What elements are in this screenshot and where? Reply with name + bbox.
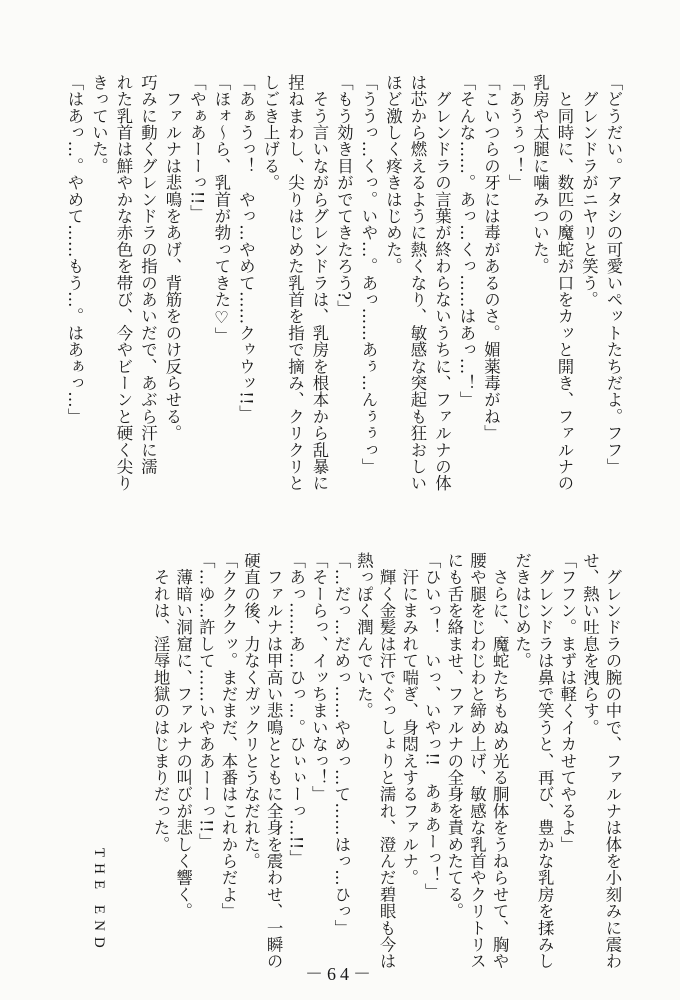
text-column: せ、熱い吐息を洩らす。 [580, 552, 600, 736]
text-column: 「ククククッ。まだまだ、本番はこれからだよ」 [218, 552, 238, 920]
text-column: は芯から燃えるように熱くなり、敏感な突起も狂おしい [408, 74, 427, 492]
text-column: 乳房や太腿に噛みついた。 [530, 74, 550, 275]
text-column: 「フフン。まずは軽くイカせてやるよ」 [557, 552, 577, 853]
text-column: グレンドラの言葉が終わらないうちに、ファルナの体 [432, 74, 452, 492]
text-column: 「もう効き目がでてきたろう?」 [334, 74, 354, 317]
the-end-label: THE END [91, 848, 107, 954]
text-column: さらに、魔蛇たちもぬめ光る胴体をうねらせて、胸や [490, 552, 510, 970]
text-column: 「ひいっ！ いっ、いやっ!! あぁあーっ！」 [422, 552, 442, 900]
text-column: 「ううっ…くっ。いや…。あっ……あぅ…んぅぅっ」 [359, 74, 378, 475]
text-column: グレンドラは鼻で笑うと、再び、豊かな乳房を揉みし [535, 552, 555, 970]
text-column: だきはじめた。 [512, 552, 532, 669]
text-column: 硬直の後、力なくガックリとうなだれた。 [241, 552, 261, 870]
text-column: れた乳首は鮮やかな赤色を帯び、今やビーンと硬く尖り [114, 74, 133, 492]
text-column: 巧みに動くグレンドラの指のあいだで、あぶら汗に濡 [138, 74, 158, 475]
text-column: 捏ねまわし、尖りはじめた乳首を指で摘み、クリクリと [285, 74, 305, 492]
text-column: そう言いながらグレンドラは、乳房を根本から乱暴に [310, 74, 329, 492]
text-column: 「そーらっ、イッちまいなっ！」 [309, 552, 329, 803]
text-column: 「はあっ…。やめて……もう…。はあぁっ…」 [65, 74, 84, 425]
text-column: 「こいつらの牙には毒があるのさ。媚薬毒がね」 [481, 74, 501, 442]
text-column: と同時に、数匹の魔蛇が口をカッと開き、ファルナの [555, 74, 574, 492]
text-column: 汗にまみれて喘ぎ、身悶えするファルナ。 [399, 552, 419, 886]
text-column: 腰や腿をじわじわと締め上げ、敏感な乳首やクリトリス [467, 552, 487, 970]
text-column: ほど激しく疼きはじめた。 [383, 74, 403, 275]
text-column: ファルナは甲高い悲鳴とともに全身を震わせ、一瞬の [264, 552, 284, 970]
text-column: 薄暗い洞窟に、ファルナの叫びが悲しく響く。 [173, 552, 193, 920]
text-column: 輝く金髪は汗でぐっしょりと濡れ、澄んだ碧眼も今は [377, 552, 397, 970]
text-column: 「どうだい。アタシの可愛いペットたちだよ。フフ」 [604, 74, 623, 475]
text-column: 「…ゆ…許して……いやああーーっ!!」 [196, 552, 216, 850]
lower-text-block [149, 552, 623, 970]
text-column: グレンドラの腕の中で、ファルナは体を小刻みに震わ [603, 552, 622, 970]
text-column: 「…だっ…だめっ……やめっ…て……はっ…ひっ」 [331, 552, 351, 937]
text-column: 熱っぽく潤んでいた。 [354, 552, 374, 719]
text-column: それは、淫辱地獄のはじまりだった。 [151, 552, 171, 853]
text-column: ファルナは悲鳴をあげ、背筋をのけ反らせる。 [163, 74, 182, 442]
text-column: グレンドラがニヤリと笑う。 [579, 74, 599, 308]
text-column: 「あうぅっ！」 [506, 74, 525, 191]
text-column: しごき上げる。 [261, 74, 280, 191]
text-column: 「あっ……あ…ひっ…。ひぃぃーっ…!!」 [286, 552, 306, 867]
page-number: －64－ [305, 964, 375, 984]
text-column: 「ほォ～ら、乳首が勃ってきた♡」 [212, 74, 231, 344]
upper-text-block [62, 74, 626, 492]
text-column: にも舌を絡ませ、ファルナの全身を責めたてる。 [444, 552, 464, 920]
text-column: 「あぁうっ！ やっ…やめて……クゥウッ!!」 [236, 74, 256, 422]
text-column: 「やぁあーーっ!!」 [187, 74, 207, 222]
text-column: 「そんな……。あっ…くっ……はあっ…！」 [457, 74, 476, 408]
text-column: きっていた。 [89, 74, 109, 175]
